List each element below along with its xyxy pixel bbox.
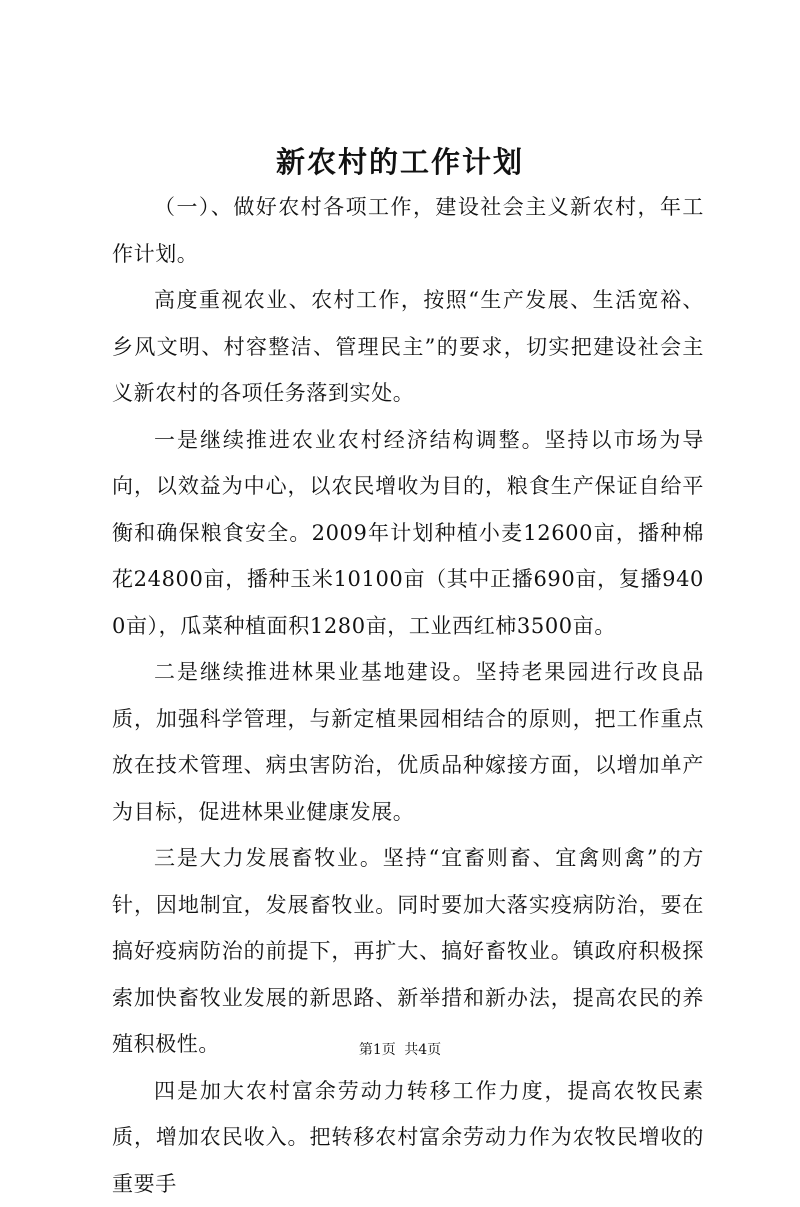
paragraph-5: 三是大力发展畜牧业。坚持“宜畜则畜、宜禽则禽”的方针，因地制宜，发展畜牧业。同时要加大落实疫病防治，要在搞好疫病防治的前提下，再扩大、搞好畜牧业。镇政府积极探索加快畜牧业发展的新思路、新举措和新办法，提高农民的养殖积极性。 xyxy=(112,835,704,1068)
total-page-count: 共4页 xyxy=(404,1042,441,1058)
paragraph-1: （一）、做好农村各项工作，建设社会主义新农村，年工作计划。 xyxy=(112,184,704,277)
paragraph-6: 四是加大农村富余劳动力转移工作力度，提高农牧民素质，增加农民收入。把转移农村富余劳动力作为农牧民增收的重要手 xyxy=(112,1068,704,1207)
paragraph-2: 高度重视农业、农村工作，按照“生产发展、生活宽裕、乡风文明、村容整洁、管理民主”的要求，切实把建设社会主义新农村的各项任务落到实处。 xyxy=(112,277,704,417)
document-title: 新农村的工作计划 xyxy=(0,142,800,182)
paragraph-3: 一是继续推进农业农村经济结构调整。坚持以市场为导向，以效益为中心，以农民增收为目的，粮食生产保证自给平衡和确保粮食安全。2009年计划种植小麦12600亩，播种棉花24800亩，播种玉米10100亩（其中正播690亩，复播9400亩），瓜菜种植面积1280亩，工业西红柿3500亩。 xyxy=(112,417,704,650)
paragraph-4: 二是继续推进林果业基地建设。坚持老果园进行改良品质，加强科学管理，与新定植果园相结合的原则，把工作重点放在技术管理、病虫害防治，优质品种嫁接方面，以增加单产为目标，促进林果业健康发展。 xyxy=(112,649,704,835)
page-footer xyxy=(0,1040,800,1060)
current-page-number: 第1页 xyxy=(359,1042,396,1058)
